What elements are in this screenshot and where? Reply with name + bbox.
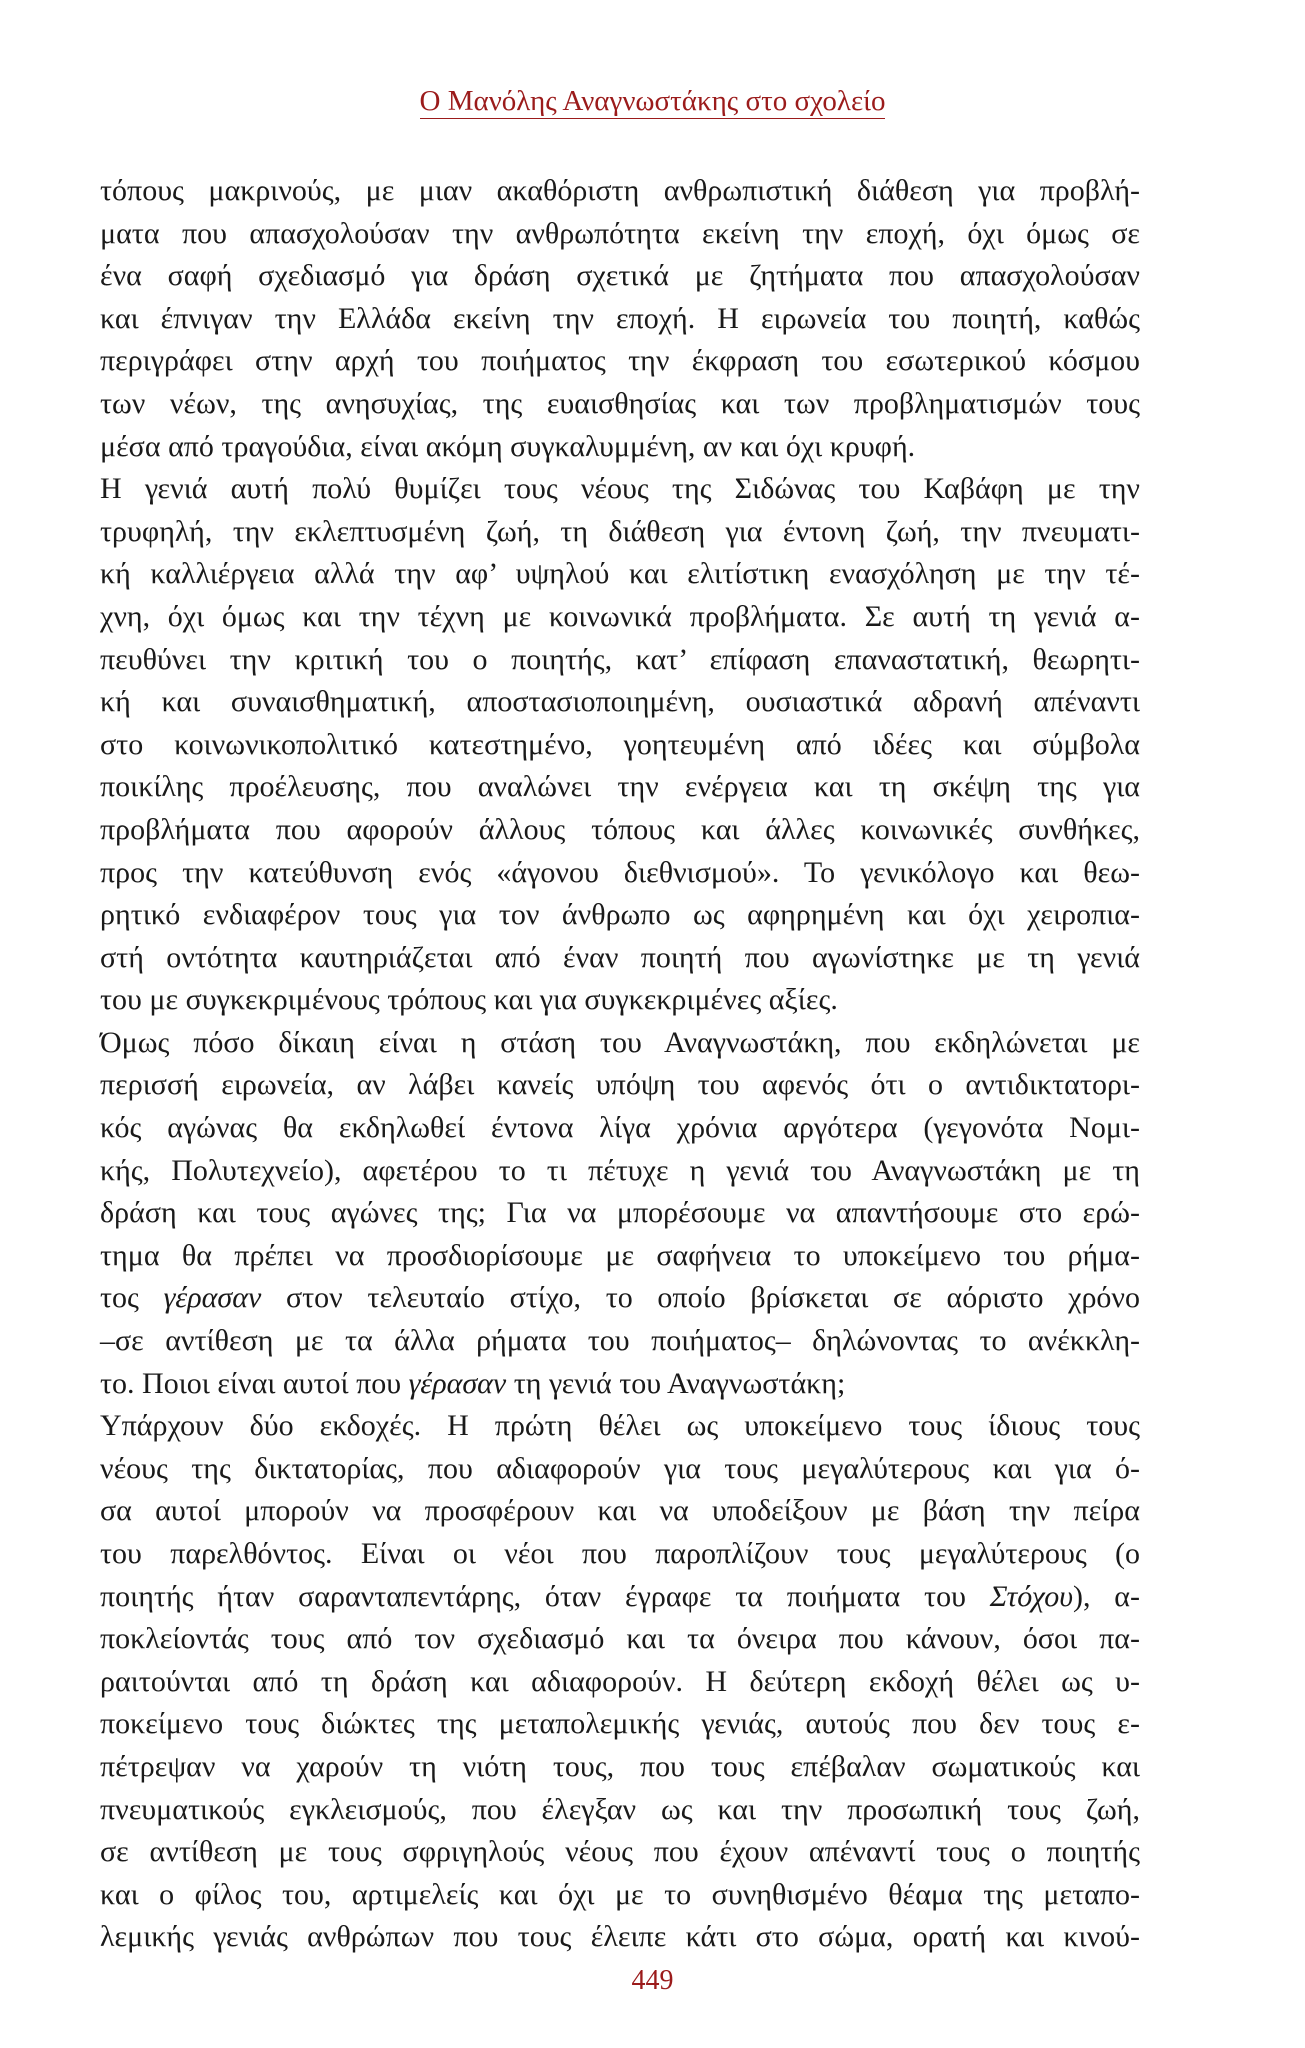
text-line: περιγράφει στην αρχή του ποιήματος την έκφραση του εσωτερικού κόσμου bbox=[100, 344, 1140, 378]
text-line: προβλήματα που αφορούν άλλους τόπους και άλλες κοινωνικές συνθήκες, bbox=[100, 812, 1140, 846]
text-line: του με συγκεκριμένους τρόπους και για συγκεκριμένες αξίες. bbox=[100, 983, 838, 1017]
italic-term: Στόχου bbox=[989, 1579, 1074, 1613]
text-line: πνευματικούς εγκλεισμούς, που έλεγξαν ως και την προσωπική τους ζωή, bbox=[100, 1792, 1140, 1826]
running-header bbox=[0, 84, 1305, 118]
body-text bbox=[100, 170, 1140, 1959]
text-line: των νέων, της ανησυχίας, της ευαισθησίας και των προβληματισμών τους bbox=[100, 386, 1140, 420]
line-segment: ποιητής ήταν σαρανταπεντάρης, όταν έγραφε τα ποιήματα του bbox=[100, 1579, 990, 1613]
text-line: κός αγώνας θα εκδηλωθεί έντονα λίγα χρόνια αργότερα (γεγονότα Νομι- bbox=[100, 1111, 1140, 1145]
running-title: Ο Μανόλης Αναγνωστάκης στο σχολείο bbox=[419, 85, 886, 117]
text-line: του παρελθόντος. Είναι οι νέοι που παροπλίζουν τους μεγαλύτερους (ο bbox=[100, 1537, 1140, 1570]
text-line: ένα σαφή σχεδιασμό για δράση σχετικά με ζητήματα που απασχολούσαν bbox=[100, 259, 1140, 293]
text-line: περισσή ειρωνεία, αν λάβει κανείς υπόψη του αφενός ότι ο αντιδικτατορι- bbox=[100, 1068, 1140, 1102]
text-line: πέτρεψαν να χαρούν τη νιότη τους, που τους επέβαλαν σωματικούς και bbox=[100, 1749, 1140, 1783]
paragraph bbox=[100, 1022, 1140, 1405]
italic-term: γέρασαν bbox=[408, 1366, 507, 1400]
line-segment: τος bbox=[100, 1281, 164, 1315]
text-line: Υπάρχουν δύο εκδοχές. Η πρώτη θέλει ως υποκείμενο τους ίδιους τους bbox=[100, 1409, 1140, 1443]
text-line: στή οντότητα καυτηριάζεται από έναν ποιητή που αγωνίστηκε με τη γενιά bbox=[100, 940, 1140, 974]
text-line: σε αντίθεση με τους σφριγηλούς νέους που έχουν απέναντί τους ο ποιητής bbox=[100, 1835, 1140, 1869]
paragraph bbox=[100, 468, 1140, 1022]
text-line: ματα που απασχολούσαν την ανθρωπότητα εκείνη την εποχή, όχι όμως σε bbox=[100, 216, 1140, 250]
text-line: ποκλείοντάς τους από τον σχεδιασμό και τα όνειρα που κάνουν, όσοι πα- bbox=[100, 1622, 1140, 1656]
text-line: και ο φίλος του, αρτιμελείς και όχι με το συνηθισμένο θέαμα της μεταπο- bbox=[100, 1877, 1140, 1911]
text-line: –σε αντίθεση με τα άλλα ρήματα του ποιήματος– δηλώνοντας το ανέκκλη- bbox=[100, 1324, 1140, 1358]
text-line: λεμικής γενιάς ανθρώπων που τους έλειπε κάτι στο σώμα, ορατή και κινού- bbox=[100, 1920, 1140, 1954]
text-line: δράση και τους αγώνες της; Για να μπορέσουμε να απαντήσουμε στο ερώ- bbox=[100, 1196, 1140, 1230]
text-line bbox=[100, 1363, 1140, 1406]
text-line: κή καλλιέργεια αλλά την αφ’ υψηλού και ελιτίστικη ενασχόληση με την τέ- bbox=[100, 557, 1140, 591]
text-line: τρυφηλή, την εκλεπτυσμένη ζωή, τη διάθεση για έντονη ζωή, την πνευματι- bbox=[100, 514, 1140, 548]
line-segment: το. Ποιοι είναι αυτοί που bbox=[100, 1366, 409, 1400]
text-line: ποικίλης προέλευσης, που αναλώνει την ενέργεια και τη σκέψη της για bbox=[100, 770, 1140, 804]
line-segment: ), α- bbox=[1073, 1579, 1140, 1613]
text-line: σα αυτοί μπορούν να προσφέρουν και να υποδείξουν με βάση την πείρα bbox=[100, 1494, 1140, 1528]
text-line: στο κοινωνικοπολιτικό κατεστημένο, γοητευμένη από ιδέες και σύμβολα bbox=[100, 727, 1140, 761]
text-line: ραιτούνται από τη δράση και αδιαφορούν. Η δεύτερη εκδοχή θέλει ως υ- bbox=[100, 1664, 1140, 1698]
paragraph bbox=[100, 170, 1140, 468]
text-line: κή και συναισθηματική, αποστασιοποιημένη, ουσιαστικά αδρανή απέναντι bbox=[100, 685, 1140, 719]
text-line: και έπνιγαν την Ελλάδα εκείνη την εποχή. Η ειρωνεία του ποιητή, καθώς bbox=[100, 301, 1140, 335]
line-segment: στον τελευταίο στίχο, το οποίο βρίσκεται σε αόριστο χρόνο bbox=[261, 1281, 1140, 1315]
italic-term: γέρασαν bbox=[163, 1281, 262, 1315]
text-line bbox=[100, 1576, 1140, 1619]
text-line: πευθύνει την κριτική του ο ποιητής, κατ’ επίφαση επαναστατική, θεωρητι- bbox=[100, 642, 1140, 676]
text-line: ποκείμενο τους διώκτες της μεταπολεμικής γενιάς, αυτούς που δεν τους ε- bbox=[100, 1707, 1140, 1741]
text-line: Η γενιά αυτή πολύ θυμίζει τους νέους της Σιδώνας του Καβάφη με την bbox=[100, 472, 1140, 506]
text-line: κής, Πολυτεχνείο), αφετέρου το τι πέτυχε η γενιά του Αναγνωστάκη με τη bbox=[100, 1153, 1140, 1187]
text-line: προς την κατεύθυνση ενός «άγονου διεθνισμού». Το γενικόλογο και θεω- bbox=[100, 855, 1140, 889]
text-line: τόπους μακρινούς, με μιαν ακαθόριστη ανθρωπιστική διάθεση για προβλή- bbox=[100, 174, 1140, 207]
text-line: Όμως πόσο δίκαιη είναι η στάση του Αναγνωστάκη, που εκδηλώνεται με bbox=[100, 1025, 1140, 1059]
paragraph bbox=[100, 1405, 1140, 1959]
text-line: χνη, όχι όμως και την τέχνη με κοινωνικά προβλήματα. Σε αυτή τη γενιά α- bbox=[100, 599, 1140, 633]
text-line: ρητικό ενδιαφέρον τους για τον άνθρωπο ως αφηρημένη και όχι χειροπια- bbox=[100, 898, 1140, 932]
text-line: νέους της δικτατορίας, που αδιαφορούν για τους μεγαλύτερους και για ό- bbox=[100, 1451, 1140, 1485]
text-line: μέσα από τραγούδια, είναι ακόμη συγκαλυμμένη, αν και όχι κρυφή. bbox=[100, 429, 916, 463]
text-line: τημα θα πρέπει να προσδιορίσουμε με σαφήνεια το υποκείμενο του ρήμα- bbox=[100, 1238, 1140, 1272]
text-line bbox=[100, 1277, 1140, 1320]
line-segment: τη γενιά του Αναγνωστάκη; bbox=[506, 1366, 846, 1400]
page-number: 449 bbox=[631, 1965, 674, 1996]
